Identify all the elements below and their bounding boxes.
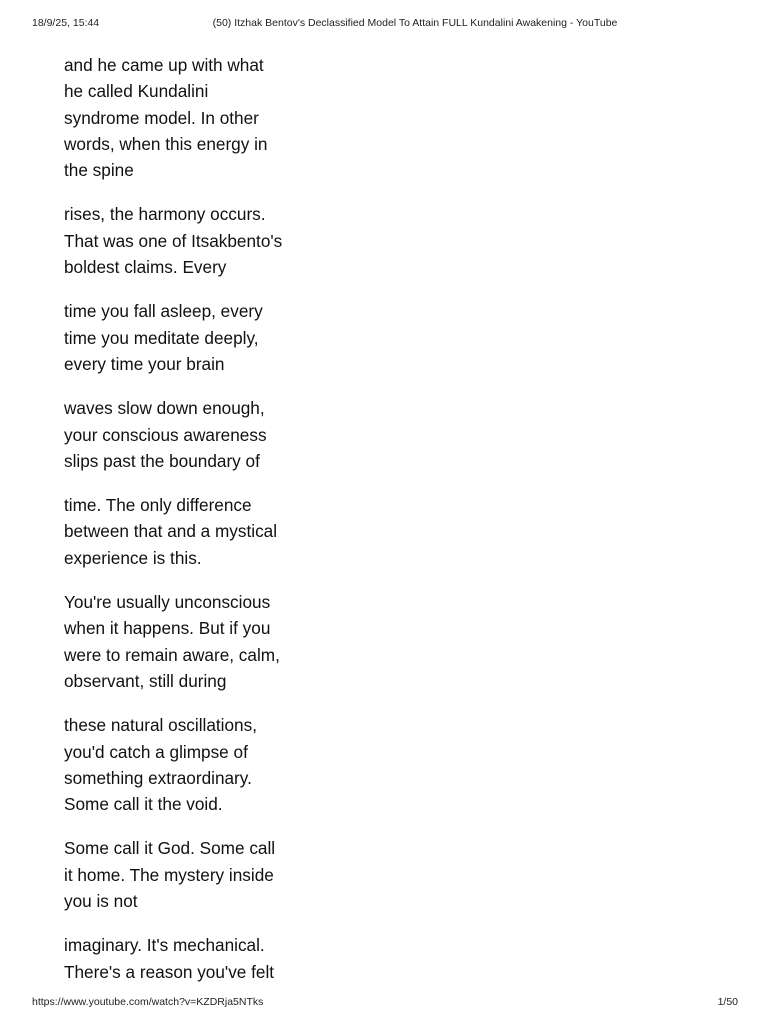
- print-footer: [32, 995, 738, 1009]
- transcript-line: these natural oscillations,: [64, 715, 257, 736]
- transcript-line: time you meditate deeply,: [64, 327, 259, 348]
- transcript-line: rises, the harmony occurs.: [64, 204, 266, 225]
- transcript-line: and he came up with what: [64, 55, 264, 75]
- transcript-line: imaginary. It's mechanical.: [64, 935, 265, 956]
- transcript-body: [64, 52, 324, 1003]
- transcript-line: observant, still during: [64, 670, 227, 691]
- transcript-segment: [64, 835, 324, 914]
- page-title: (50) Itzhak Bentov's Declassified Model To Attain FULL Kundalini Awakening - YouTube: [212, 17, 618, 29]
- transcript-line: when it happens. But if you: [64, 618, 271, 639]
- transcript-segment: [64, 492, 324, 571]
- transcript-line: you is not: [64, 891, 138, 912]
- transcript-line: Some call it God. Some call: [64, 838, 276, 859]
- transcript-line: he called Kundalini: [64, 81, 209, 102]
- print-header: [32, 16, 738, 30]
- transcript-line: time. The only difference: [64, 495, 252, 516]
- transcript-line: the spine: [64, 160, 134, 181]
- transcript-line: experience is this.: [64, 547, 202, 568]
- transcript-segment: [64, 298, 324, 377]
- page-number: 1/50: [717, 996, 738, 1008]
- transcript-line: words, when this energy in: [64, 133, 268, 154]
- print-datetime: 18/9/25, 15:44: [32, 17, 100, 29]
- transcript-segment: [64, 201, 324, 280]
- transcript-segment: [64, 712, 324, 817]
- page-url: https://www.youtube.com/watch?v=KZDRja5NTks: [32, 996, 264, 1008]
- transcript-segment: [64, 395, 324, 474]
- transcript-segment: [64, 932, 324, 985]
- transcript-segment: [64, 589, 324, 694]
- transcript-line: between that and a mystical: [64, 521, 278, 542]
- transcript-line: it home. The mystery inside: [64, 864, 274, 885]
- transcript-line: were to remain aware, calm,: [64, 644, 280, 665]
- transcript-line: Some call it the void.: [64, 794, 223, 815]
- transcript-line: you'd catch a glimpse of: [64, 741, 248, 762]
- transcript-line: your conscious awareness: [64, 424, 267, 445]
- transcript-line: time you fall asleep, every: [64, 301, 263, 322]
- transcript-line: That was one of Itsakbento's: [64, 230, 283, 251]
- transcript-line: There's a reason you've felt: [64, 961, 275, 982]
- transcript-line: waves slow down enough,: [64, 398, 265, 419]
- transcript-segment: [64, 52, 324, 183]
- transcript-line: every time your brain: [64, 353, 225, 374]
- transcript-line: boldest claims. Every: [64, 257, 227, 278]
- transcript-line: something extraordinary.: [64, 767, 252, 788]
- transcript-line: syndrome model. In other: [64, 107, 259, 128]
- transcript-line: You're usually unconscious: [64, 592, 271, 613]
- transcript-line: slips past the boundary of: [64, 450, 260, 471]
